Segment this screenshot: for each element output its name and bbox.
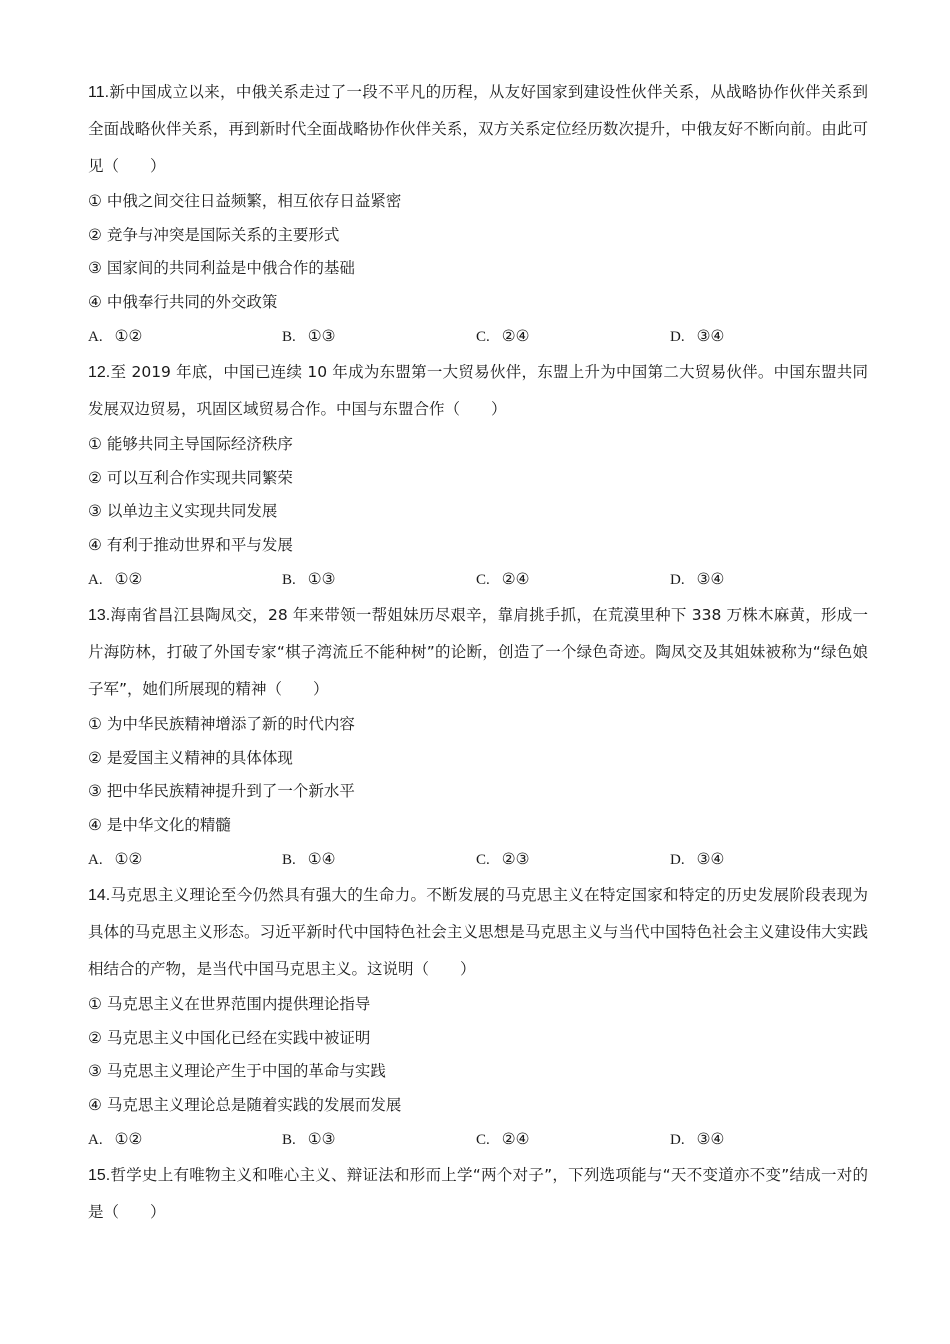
- choice-d: D. ③④: [670, 850, 725, 868]
- statement-3: ③ 马克思主义理论产生于中国的革命与实践: [88, 1062, 386, 1080]
- statement-2: ② 是爱国主义精神的具体体现: [88, 748, 293, 767]
- question-text: 马克思主义理论至今仍然具有强大的生命力。不断发展的马克思主义在特定国家和特定的历史发展阶段表现为具体的马克思主义形态。习近平新时代中国特色社会主义思想是马克思主义与当代中国特色社会主义建设伟大实践相结合的产物，是当代中国马克思主义。这说明（ ）: [88, 886, 868, 978]
- question-text: 哲学史上有唯物主义和唯心主义、辩证法和形而上学“两个对子”，下列选项能与“天不变道亦不变”结成一对的是（ ）: [88, 1166, 868, 1221]
- exam-page: [88, 74, 868, 1231]
- question-12: [88, 354, 868, 597]
- question-number: 15.: [88, 1167, 111, 1184]
- question-number: 14.: [88, 887, 111, 904]
- question-text: 新中国成立以来，中俄关系走过了一段不平凡的历程，从友好国家到建设性伙伴关系，从战略协作伙伴关系到全面战略伙伴关系，再到新时代全面战略协作伙伴关系，双方关系定位经历数次提升，中俄友好不断向前。由此可见（ ）: [88, 83, 868, 175]
- question-stem: [88, 597, 868, 708]
- choice-c: C. ②③: [476, 850, 530, 868]
- answer-choices: [88, 842, 868, 877]
- question-number: 11.: [88, 84, 110, 101]
- question-text: 至 2019 年底，中国已连续 10 年成为东盟第一大贸易伙伴，东盟上升为中国第二大贸易伙伴。中国东盟共同发展双边贸易，巩固区域贸易合作。中国与东盟合作（ ）: [88, 363, 868, 418]
- question-stem: [88, 1157, 868, 1231]
- choice-a: A. ①②: [88, 1130, 143, 1148]
- question-stem: [88, 877, 868, 988]
- choice-d: D. ③④: [670, 1130, 725, 1148]
- statement-3: ③ 以单边主义实现共同发展: [88, 502, 278, 520]
- choice-a: A. ①②: [88, 850, 143, 868]
- statement-2: ② 马克思主义中国化已经在实践中被证明: [88, 1028, 371, 1047]
- choice-b: B. ①④: [282, 850, 336, 868]
- statement-2: ② 可以互利合作实现共同繁荣: [88, 468, 293, 487]
- statement-4: ④ 马克思主义理论总是随着实践的发展而发展: [88, 1095, 402, 1114]
- statement-1: ① 为中华民族精神增添了新的时代内容: [88, 715, 355, 733]
- question-11: [88, 74, 868, 354]
- statement-4: ④ 是中华文化的精髓: [88, 815, 231, 834]
- choice-a: A. ①②: [88, 327, 143, 345]
- choice-c: C. ②④: [476, 1130, 530, 1148]
- answer-choices: [88, 319, 868, 354]
- statement-1: ① 马克思主义在世界范围内提供理论指导: [88, 995, 371, 1013]
- question-13: [88, 597, 868, 877]
- statement-4: ④ 有利于推动世界和平与发展: [88, 535, 293, 554]
- question-number: 13.: [88, 607, 111, 624]
- question-stem: [88, 74, 868, 185]
- choice-c: C. ②④: [476, 327, 530, 345]
- statement-4: ④ 中俄奉行共同的外交政策: [88, 292, 278, 311]
- statement-1: ① 中俄之间交往日益频繁，相互依存日益紧密: [88, 192, 402, 210]
- choice-b: B. ①③: [282, 1130, 336, 1148]
- statement-3: ③ 把中华民族精神提升到了一个新水平: [88, 782, 355, 800]
- statement-1: ① 能够共同主导国际经济秩序: [88, 435, 293, 453]
- statement-3: ③ 国家间的共同利益是中俄合作的基础: [88, 259, 355, 277]
- question-15: [88, 1157, 868, 1231]
- choice-d: D. ③④: [670, 570, 725, 588]
- choice-b: B. ①③: [282, 327, 336, 345]
- choice-a: A. ①②: [88, 570, 143, 588]
- statement-2: ② 竞争与冲突是国际关系的主要形式: [88, 225, 340, 244]
- question-14: [88, 877, 868, 1157]
- question-text: 海南省昌江县陶凤交，28 年来带领一帮姐妹历尽艰辛，靠肩挑手抓，在荒漠里种下 338 万株木麻黄，形成一片海防林，打破了外国专家“棋子湾流丘不能种树”的论断，创造了一个绿色奇迹。陶凤交及其姐妹被称为“绿色娘子军”，她们所展现的精神（ ）: [88, 606, 868, 698]
- choice-b: B. ①③: [282, 570, 336, 588]
- choice-d: D. ③④: [670, 327, 725, 345]
- question-stem: [88, 354, 868, 428]
- answer-choices: [88, 1122, 868, 1157]
- question-number: 12.: [88, 364, 111, 381]
- choice-c: C. ②④: [476, 570, 530, 588]
- answer-choices: [88, 562, 868, 597]
